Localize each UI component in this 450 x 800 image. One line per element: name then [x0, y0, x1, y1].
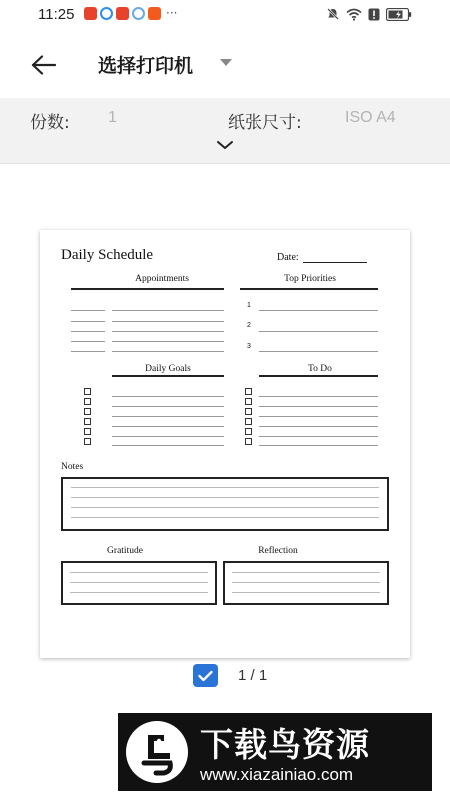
document-title: Daily Schedule	[61, 247, 154, 263]
goal-checkbox[interactable]	[84, 408, 91, 415]
orange-app-icon	[148, 7, 161, 20]
wifi-icon	[346, 8, 362, 21]
title-bar	[0, 36, 450, 94]
daily-schedule-document	[40, 230, 410, 658]
weibo-red-icon	[84, 7, 97, 20]
appointment-time-line	[71, 321, 105, 322]
date-label: Date:	[277, 252, 299, 263]
paper-size-label: 纸张尺寸:	[228, 113, 302, 133]
goal-line	[112, 426, 224, 427]
notes-line	[71, 487, 379, 488]
goal-checkbox[interactable]	[84, 418, 91, 425]
gratitude-line	[70, 572, 208, 573]
appointments-heading: Appointments	[135, 274, 189, 284]
reflection-heading: Reflection	[258, 546, 298, 556]
appointment-time-line	[71, 331, 105, 332]
to-do-heading: To Do	[308, 364, 332, 374]
goal-line	[112, 436, 224, 437]
goal-line	[112, 406, 224, 407]
status-indicators	[326, 7, 412, 21]
todo-checkbox[interactable]	[245, 438, 252, 445]
reflection-line	[232, 582, 380, 583]
notes-line	[71, 517, 379, 518]
goal-checkbox[interactable]	[84, 438, 91, 445]
appointment-time-line	[71, 351, 105, 352]
watermark-url: www.xiazainiao.com	[200, 765, 354, 784]
more-notifications-icon: ···	[166, 6, 178, 20]
todo-line	[259, 396, 378, 397]
appointment-time-line	[71, 310, 105, 311]
priority-number: 1	[247, 302, 251, 309]
print-settings-bar	[0, 98, 450, 164]
reflection-box	[223, 561, 389, 605]
notes-line	[71, 507, 379, 508]
appointment-line	[112, 321, 224, 322]
printer-select-title[interactable]: 选择打印机	[98, 55, 194, 77]
appointment-line	[112, 341, 224, 342]
daily-goals-rule	[112, 375, 224, 377]
print-preview-page[interactable]	[40, 230, 410, 658]
paper-size-select[interactable]: ISO A4	[345, 109, 396, 126]
appointment-line	[112, 331, 224, 332]
checkmark-icon	[198, 670, 213, 682]
priority-line	[259, 351, 378, 352]
notes-line	[71, 497, 379, 498]
status-app-icons	[84, 7, 177, 20]
back-button[interactable]	[26, 48, 62, 82]
reflection-line	[232, 592, 380, 593]
priority-number: 3	[247, 343, 251, 350]
appointment-line	[112, 310, 224, 311]
todo-checkbox[interactable]	[245, 398, 252, 405]
todo-checkbox[interactable]	[245, 428, 252, 435]
todo-checkbox[interactable]	[245, 388, 252, 395]
goal-line	[112, 416, 224, 417]
priority-line	[259, 310, 378, 311]
todo-line	[259, 436, 378, 437]
weibo-red-icon	[116, 7, 129, 20]
reflection-line	[232, 572, 380, 573]
gratitude-line	[70, 582, 208, 583]
gratitude-box	[61, 561, 217, 605]
bird-logo-glyph	[126, 721, 188, 783]
todo-checkbox[interactable]	[245, 418, 252, 425]
copies-label: 份数:	[30, 113, 70, 133]
qq-icon	[132, 7, 145, 20]
goal-checkbox[interactable]	[84, 398, 91, 405]
page-count: 1 / 1	[238, 667, 268, 684]
notification-icon	[368, 8, 380, 21]
copies-input[interactable]: 1	[108, 109, 117, 126]
priority-number: 2	[247, 322, 251, 329]
goal-line	[112, 396, 224, 397]
status-bar	[0, 0, 450, 28]
top-priorities-rule	[240, 288, 378, 290]
goal-line	[112, 445, 224, 446]
appointments-rule	[71, 288, 224, 290]
bird-logo-icon	[126, 721, 188, 783]
priority-line	[259, 331, 378, 332]
todo-line	[259, 416, 378, 417]
daily-goals-heading: Daily Goals	[145, 364, 191, 374]
todo-line	[259, 406, 378, 407]
gratitude-heading: Gratitude	[107, 546, 143, 556]
todo-checkbox[interactable]	[245, 408, 252, 415]
status-time: 11:25	[38, 6, 75, 23]
appointment-line	[112, 351, 224, 352]
qq-browser-icon	[100, 7, 113, 20]
caret-down-icon[interactable]	[220, 59, 232, 67]
gratitude-line	[70, 592, 208, 593]
chevron-down-icon[interactable]	[213, 138, 237, 152]
battery-icon	[386, 8, 412, 21]
mute-icon	[326, 7, 340, 21]
back-arrow-icon	[31, 55, 57, 75]
goal-checkbox[interactable]	[84, 428, 91, 435]
appointment-time-line	[71, 341, 105, 342]
todo-line	[259, 445, 378, 446]
goal-checkbox[interactable]	[84, 388, 91, 395]
page-select-checkbox[interactable]	[193, 664, 218, 687]
top-priorities-heading: Top Priorities	[284, 274, 336, 284]
site-watermark	[118, 713, 432, 791]
todo-line	[259, 426, 378, 427]
to-do-rule	[259, 375, 378, 377]
watermark-title: 下载鸟资源	[200, 725, 370, 764]
notes-heading: Notes	[61, 462, 84, 472]
notes-box	[61, 477, 389, 531]
date-line	[303, 262, 367, 263]
